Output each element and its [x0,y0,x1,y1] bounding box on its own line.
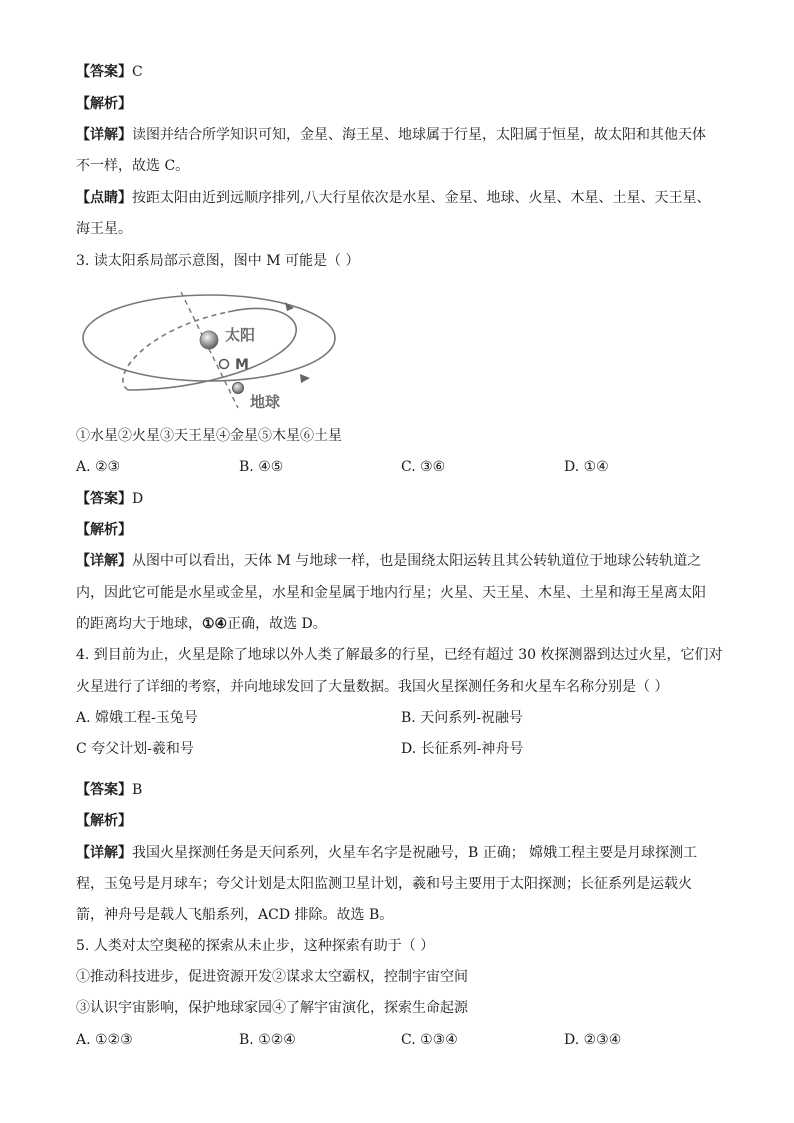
inner-orbit-dashed [123,312,228,390]
inner-orbit-solid [128,308,296,390]
answer-label: 【答案】 [76,491,132,507]
q5-option-a: A. ①②③ [76,1032,133,1048]
axis-dashed-line [181,292,238,408]
q3-answer [76,490,143,508]
earth-label: 地球 [250,393,281,411]
detail-text: 的距离均大于地球， [76,616,202,632]
q5-option-b: B. ①②④ [239,1032,296,1048]
q2-answer [76,63,143,81]
q4-detail-line-2: 程，玉兔号是月球车；夸父计划是太阳监测卫星计划，羲和号主要用于太阳探测；长征系列是运载火 [76,876,692,892]
q4-option-b: B. 天问系列-祝融号 [401,710,523,726]
detail-label: 【详解】 [76,845,132,861]
answer-value: B [132,782,143,798]
q5-choices-line-1: ①推动科技进步，促进资源开发②谋求太空霸权，控制宇宙空间 [76,969,468,985]
answer-label: 【答案】 [76,64,132,80]
q3-option-c: C. ③⑥ [401,459,446,475]
q2-analysis-label: 【解析】 [76,96,132,112]
q3-option-d: D. ①④ [564,459,609,475]
q4-option-a: A. 嫦娥工程-玉兔号 [76,710,198,726]
q3-analysis-label: 【解析】 [76,522,132,538]
q3-detail-line-1 [76,552,701,570]
q4-option-c: C 夸父计划-羲和号 [76,741,194,757]
q3-choices: ①水星②火星③天王星④金星⑤木星⑥土星 [76,428,342,444]
q4-analysis-label: 【解析】 [76,813,132,829]
earth-icon [233,383,244,394]
q4-option-d: D. 长征系列-神舟号 [401,741,524,757]
q5-stem: 5. 人类对太空奥秘的探索从未止步，这种探索有助于（ ） [76,938,435,954]
detail-emphasis: ①④ [202,616,228,632]
q3-option-a: A. ②③ [76,459,121,475]
q2-tip-line-1 [76,189,710,207]
q3-detail-line-3 [76,615,327,633]
tip-label: 【点睛】 [76,190,132,206]
answer-value: C [132,64,143,80]
q2-tip-line-2: 海王星。 [76,221,132,237]
q4-stem-line-2: 火星进行了详细的考察，并向地球发回了大量数据。我国火星探测任务和火星车名称分别是（ ） [76,679,669,695]
detail-text: 读图并结合所学知识可知，金星、海王星、地球属于行星，太阳属于恒星，故太阳和其他天体 [132,127,706,143]
q4-detail-line-3: 箭，神舟号是载人飞船系列，ACD 排除。故选 B。 [76,907,394,923]
detail-label: 【详解】 [76,553,132,569]
detail-text: 从图中可以看出，天体 M 与地球一样，也是围绕太阳运转且其公转轨道位于地球公转轨道之 [132,553,702,569]
q3-option-b: B. ④⑤ [239,459,284,475]
m-label: M [235,357,249,373]
q5-choices-line-2: ③认识宇宙影响，保护地球家园④了解宇宙演化，探索生命起源 [76,1000,468,1016]
tip-text: 按距太阳由近到远顺序排列,八大行星依次是水星、金星、地球、火星、木星、土星、天王星、 [132,190,711,206]
q4-stem-line-1: 4. 到目前为止，火星是除了地球以外人类了解最多的行星，已经有超过 30 枚探测器到达过火星，它们对 [76,647,723,663]
sun-label: 太阳 [225,326,256,344]
q2-detail-line-2: 不一样，故选 C。 [76,158,190,174]
detail-text: 我国火星探测任务是天问系列，火星车名字是祝融号，B 正确； 嫦娥工程主要是月球探测工 [132,845,698,861]
q4-detail-line-1 [76,844,697,862]
detail-text: 正确，故选 D。 [227,616,327,632]
orbit-arrow-icon [300,374,310,383]
q3-detail-line-2: 内，因此它可能是水星或金星，水星和金星属于地内行星；火星、天王星、木星、土星和海王星离太阳 [76,585,706,601]
q5-option-c: C. ①③④ [401,1032,458,1048]
q4-answer [76,781,142,799]
detail-label: 【详解】 [76,127,132,143]
answer-value: D [132,491,144,507]
m-planet-icon [220,360,229,369]
q2-detail-line-1 [76,126,706,144]
answer-label: 【答案】 [76,782,132,798]
q5-option-d: D. ②③④ [564,1032,622,1048]
solar-system-diagram [78,288,340,414]
q3-stem: 3. 读太阳系局部示意图，图中 M 可能是（ ） [76,253,360,269]
sun-icon [200,331,218,349]
